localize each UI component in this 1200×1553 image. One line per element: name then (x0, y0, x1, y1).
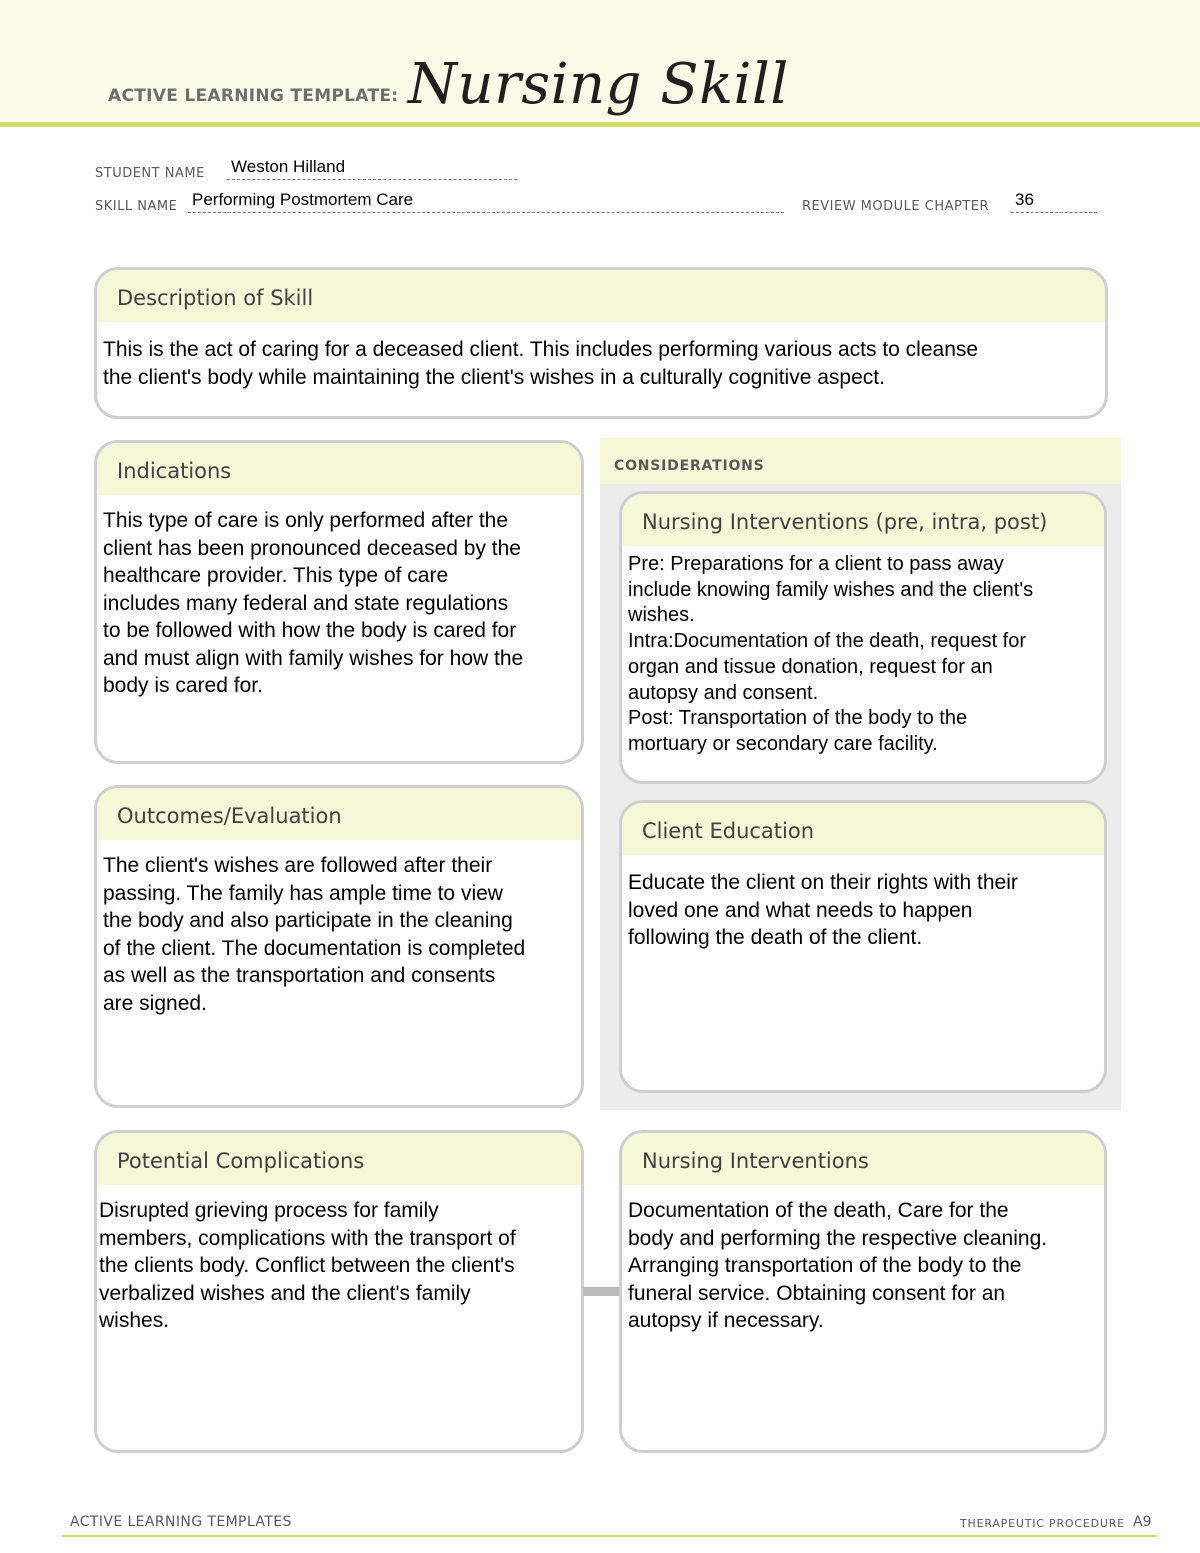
complications-title: Potential Complications (97, 1133, 581, 1185)
outcomes-title: Outcomes/Evaluation (97, 788, 581, 840)
header-rule (0, 122, 1200, 127)
complications-box (94, 1130, 584, 1453)
indications-box (94, 440, 584, 764)
description-title: Description of Skill (97, 270, 1105, 322)
client-education-title: Client Education (622, 803, 1104, 855)
student-name-line (227, 178, 517, 180)
nursing-interventions-box (619, 1130, 1107, 1453)
connector-bar (583, 1287, 620, 1296)
client-education-body[interactable]: Educate the client on their rights with their loved one and what needs to happen following the death of the client. (628, 871, 1018, 949)
indications-body[interactable]: This type of care is only performed after the client has been pronounced deceased by the healthcare provider. This type of care includes many federal and state regulations to be followed with how the body is cared for and must align with family wishes for how the body is cared for. (103, 509, 524, 697)
nursing-interventions-ppp-box (619, 491, 1107, 784)
review-module-label: REVIEW MODULE CHAPTER (802, 199, 990, 214)
skill-name-value[interactable]: Performing Postmortem Care (192, 190, 414, 209)
skill-name-line (188, 211, 784, 213)
nursing-interventions-title: Nursing Interventions (622, 1133, 1104, 1185)
footer-page-number: A9 (1133, 1514, 1152, 1530)
review-module-line (1011, 211, 1097, 213)
footer-right: THERAPEUTIC PROCEDURE (960, 1517, 1125, 1530)
client-education-box (619, 800, 1107, 1093)
description-box (94, 267, 1108, 419)
nursing-interventions-body[interactable]: Documentation of the death, Care for the body and performing the respective cleaning. Arranging transportation of the body to the funeral service. Obtaining consent for an autopsy if necessary. (628, 1199, 1048, 1332)
student-name-label: STUDENT NAME (95, 166, 205, 181)
nursing-interventions-ppp-title: Nursing Interventions (pre, intra, post) (622, 494, 1104, 546)
indications-title: Indications (97, 443, 581, 495)
review-module-value[interactable]: 36 (1015, 190, 1034, 209)
skill-name-label: SKILL NAME (95, 199, 178, 214)
template-label: ACTIVE LEARNING TEMPLATE: (108, 86, 399, 106)
complications-body[interactable]: Disrupted grieving process for family members, complications with the transport of the clients body. Conflict between the client's verbalized wishes and the client's family wishes. (99, 1199, 516, 1332)
footer-rule (62, 1535, 1157, 1537)
nursing-interventions-ppp-body[interactable]: Pre: Preparations for a client to pass away include knowing family wishes and the client's wishes. Intra:Documentation of the death, request for organ and tissue donation, request for an autopsy and consent. Post: Transportation of the body to the mortuary or secondary care facility. (628, 553, 1034, 755)
description-body[interactable]: This is the act of caring for a deceased client. This includes performing various acts to cleanse the client's body while maintaining the client's wishes in a culturally cognitive aspect. (103, 338, 979, 389)
student-name-value[interactable]: Weston Hilland (231, 157, 346, 176)
outcomes-body[interactable]: The client's wishes are followed after their passing. The family has ample time to view the body and also participate in the cleaning of the client. The documentation is completed as well as the transportation and consents are signed. (103, 854, 526, 1015)
considerations-label: CONSIDERATIONS (614, 458, 765, 474)
template-title: Nursing Skill (408, 52, 789, 117)
outcomes-box (94, 785, 584, 1108)
footer-left: ACTIVE LEARNING TEMPLATES (70, 1514, 292, 1530)
